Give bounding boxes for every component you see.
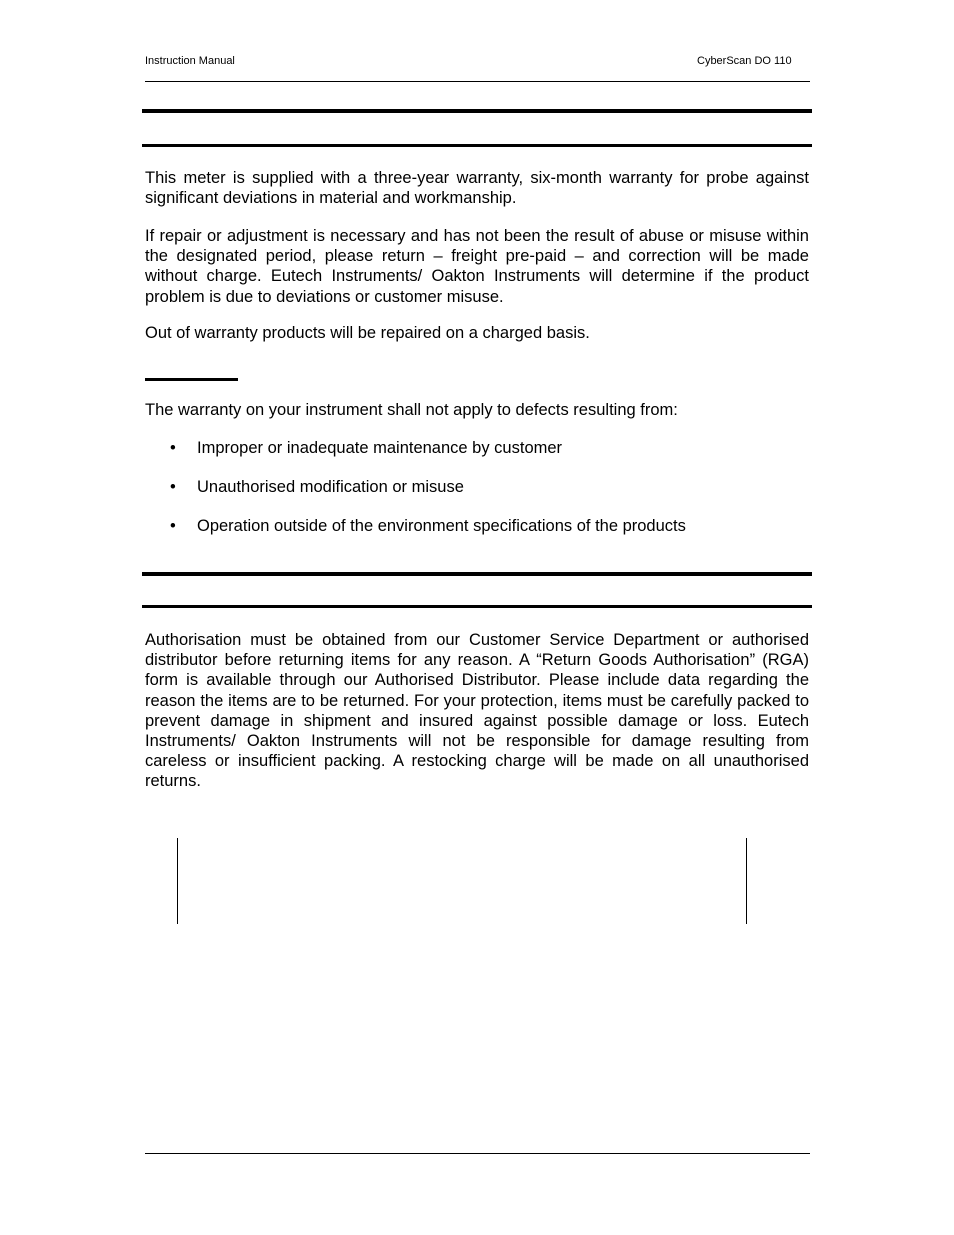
bullet-icon: • [170,517,176,535]
header-manual-title: Instruction Manual [145,55,235,67]
warranty-repair-paragraph: If repair or adjustment is necessary and has not been the result of abuse or misuse within the designated period, please return – freight pre-paid – and correction will be made without charge. Eutech Instruments/ Oakton Instruments will determine if the product problem is due to deviations or customer misuse. [145,227,809,306]
list-item-text: Operation outside of the environment specifications of the products [197,517,686,535]
section-rule-top [142,109,812,113]
header-divider [145,81,810,82]
subheading-underline [145,378,238,381]
list-item-text: Unauthorised modification or misuse [197,478,464,496]
warranty-paragraph: This meter is supplied with a three-year warranty, six-month warranty for probe against significant deviations in material and workmanship. [145,169,809,208]
section-rule-bottom [142,605,812,608]
exclusions-intro: The warranty on your instrument shall not apply to defects resulting from: [145,401,678,419]
section-rule-top [142,572,812,576]
footer-divider [145,1153,810,1154]
header-product-name: CyberScan DO 110 [697,55,792,67]
out-of-warranty-paragraph: Out of warranty products will be repaired on a charged basis. [145,324,590,342]
box-right-border [746,838,747,924]
bullet-icon: • [170,439,176,457]
returns-paragraph: Authorisation must be obtained from our Customer Service Department or authorised distributor before returning items for any reason. A “Return Goods Authorisation” (RGA) form is available through our Authorised Distributor. Please include data regarding the reason the items are to be returned. For your protection, items must be carefully packed to prevent damage in shipment and insured against possible damage or loss. Eutech Instruments/ Oakton Instruments will not be responsible for damage resulting from careless or insufficient packing. A restocking charge will be made on all unauthorised returns. [145,631,809,791]
bullet-icon: • [170,478,176,496]
box-left-border [177,838,178,924]
section-rule-bottom [142,144,812,147]
list-item-text: Improper or inadequate maintenance by customer [197,439,563,457]
